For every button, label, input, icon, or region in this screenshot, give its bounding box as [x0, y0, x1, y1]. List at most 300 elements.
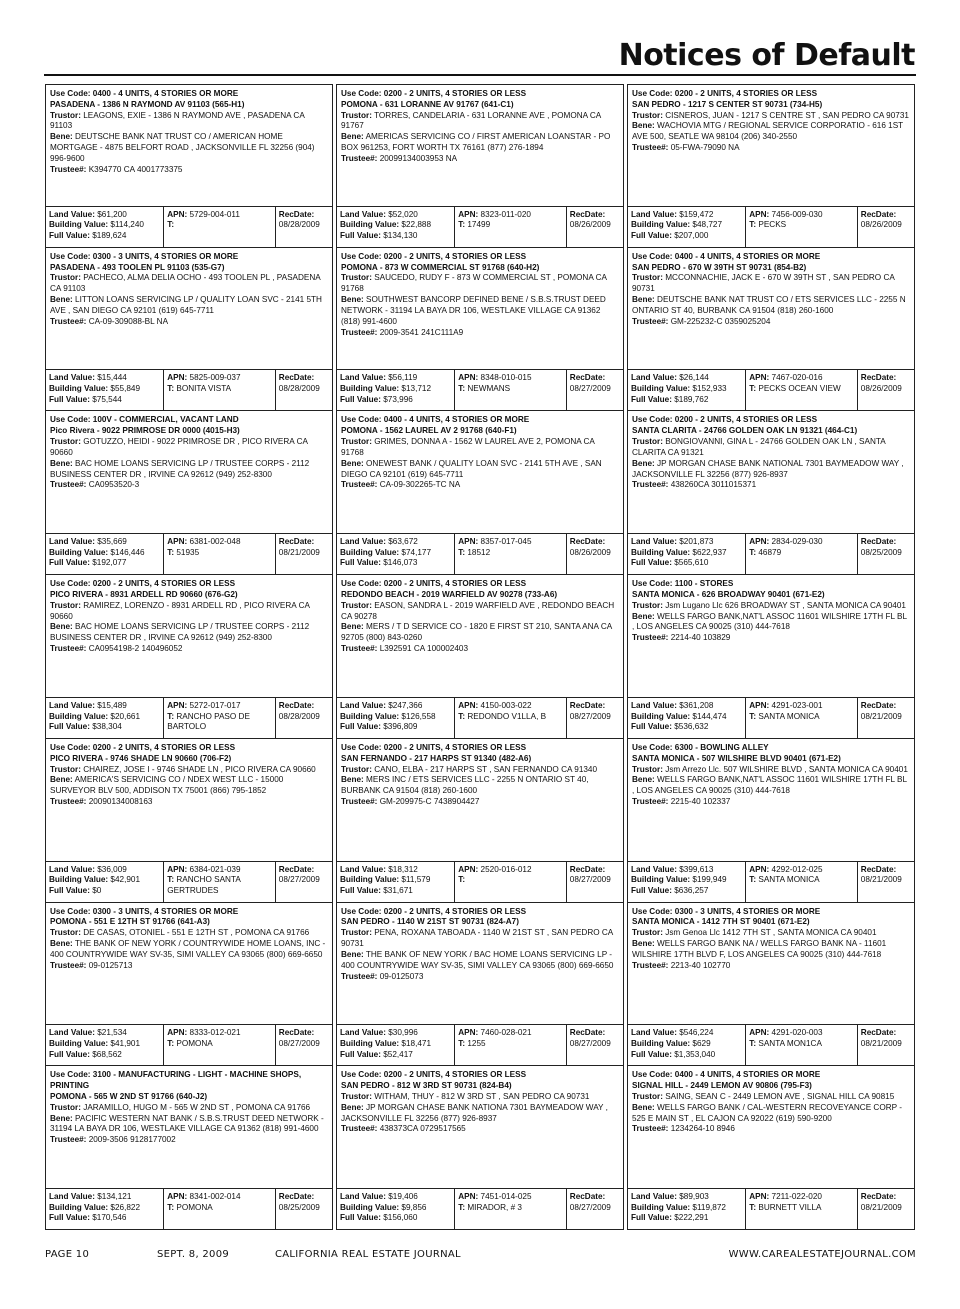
bene-value: ONEWEST BANK / QUALITY LOAN SVC - 2141 5TH AVE , SAN DIEGO CA 92101 (619) 645-7711 — [341, 458, 602, 479]
tract-label: T: — [458, 384, 466, 394]
notice-line — [341, 797, 619, 808]
notice-line — [632, 426, 910, 437]
notice-line — [50, 907, 328, 918]
trustee-value: GM-209975-C 7438904427 — [379, 796, 480, 806]
notice-line — [570, 210, 620, 221]
notice-line — [279, 1028, 329, 1039]
use-code: Use Code: 0400 - 4 UNITS, 4 STORIES OR MORE — [341, 415, 530, 425]
bene-label: Bene: — [632, 775, 655, 785]
building-value-label: Building Value: — [631, 1202, 691, 1212]
bene-value: JP MORGAN CHASE BANK NATIONAL 7301 BAYMEADOW WAY , JACKSONVILLE FL 32256 (877) 926-8937 — [632, 458, 904, 479]
notice-line — [570, 548, 620, 559]
notice-line — [749, 712, 854, 723]
notice-line — [340, 220, 451, 231]
tract-label: T: — [749, 875, 757, 885]
notice-line — [631, 384, 742, 395]
trustor-label: Trustor: — [632, 110, 663, 120]
notice-line — [631, 886, 742, 897]
trustee-value: 2215-40 102337 — [670, 796, 731, 806]
apn-label: APN: — [458, 373, 479, 383]
apn-block — [745, 862, 857, 902]
values-row — [46, 861, 332, 902]
use-code: Use Code: 0200 - 2 UNITS, 4 STORIES OR LESS — [341, 742, 527, 752]
trustee-value: 1234264-10 8946 — [670, 1124, 735, 1134]
tract-label: T: — [167, 220, 175, 230]
notice-line — [632, 111, 910, 122]
trustor-value: MCCONNACHIE, JACK E - 670 W 39TH ST , SAN PEDRO CA 90731 — [632, 273, 895, 294]
footer-date: SEPT. 8, 2009 — [157, 1249, 230, 1260]
tract-value: MIRADOR, # 3 — [467, 1202, 522, 1212]
notice-line — [861, 701, 911, 712]
building-value: $48,727 — [692, 220, 723, 230]
apn-value: 2520-016-012 — [480, 864, 532, 874]
notice-body — [337, 411, 623, 533]
tract-label: T: — [458, 1202, 466, 1212]
bene-value: SOUTHWEST BANCORP DEFINED BENE / S.B.S.TRUST DEED NETWORK - 31194 LA BAYA DR 106, WESTLAKE VILLAGE CA 91362 (818) 991-4600 — [341, 295, 606, 326]
notice-line — [632, 121, 910, 143]
bene-value: BAC HOME LOANS SERVICING LP / TRUSTEE CORPS - 2112 BUSINESS CENTER DR , IRVINE CA 92612 (949) 252-8300 — [50, 458, 310, 479]
notice-line — [341, 1092, 619, 1103]
notice-line — [279, 537, 329, 548]
notice-line — [50, 590, 328, 601]
notice-line — [749, 701, 854, 712]
building-value-label: Building Value: — [340, 220, 400, 230]
land-value: $52,020 — [388, 209, 418, 219]
notice-line — [279, 1039, 329, 1050]
building-value: $114,240 — [110, 220, 144, 230]
apn-block — [163, 534, 275, 574]
apn-label: APN: — [167, 864, 188, 874]
apn-block — [163, 698, 275, 738]
building-value-label: Building Value: — [49, 547, 109, 557]
trustor-label: Trustor: — [632, 273, 663, 283]
notice-line — [279, 1192, 329, 1203]
notice-card — [627, 903, 915, 1067]
trustee-value: 2009-3506 9128177002 — [88, 1135, 176, 1145]
property-address: PASADENA - 493 TOOLEN PL 91103 (535-G7) — [50, 262, 225, 272]
apn-label: APN: — [749, 700, 770, 710]
bene-value: THE BANK OF NEW YORK / COUNTRYWIDE HOME LOANS, INC - 400 COUNTRYWIDE WAY SV-35, SIMI VALLEY CA 93065 (800) 669-6650 — [50, 939, 326, 959]
building-value: $629 — [692, 1038, 711, 1048]
notice-line — [570, 537, 620, 548]
notice-line — [631, 712, 742, 723]
tract-value: POMONA — [176, 1038, 213, 1048]
values-row — [628, 861, 914, 902]
notice-line — [749, 548, 854, 559]
land-value-label: Land Value: — [340, 209, 386, 219]
notice-line — [631, 231, 742, 242]
notice-line — [340, 1203, 451, 1214]
land-value: $30,996 — [388, 1028, 418, 1038]
notice-line — [632, 601, 910, 612]
notice-line — [341, 579, 619, 590]
notice-line — [49, 1203, 160, 1214]
notice-card — [336, 84, 624, 248]
notice-line — [50, 252, 328, 263]
tract-value: 46879 — [758, 547, 782, 557]
land-value: $63,672 — [388, 537, 418, 547]
notice-card — [45, 575, 333, 739]
tract-value: REDONDO V1LLA, B — [467, 711, 547, 721]
notice-line — [632, 1124, 910, 1135]
land-value-label: Land Value: — [631, 1191, 677, 1201]
bene-label: Bene: — [632, 295, 655, 305]
full-value-label: Full Value: — [340, 1213, 381, 1223]
trustee-label: Trustee#: — [341, 480, 378, 490]
trustor-value: Jsm Genoa Llc 1412 7TH ST , SANTA MONICA CA 90401 — [665, 928, 877, 938]
notice-line — [631, 537, 742, 548]
apn-value: 8333-012-021 — [189, 1028, 241, 1038]
notice-line — [458, 210, 563, 221]
apn-label: APN: — [167, 700, 188, 710]
values-block — [337, 862, 454, 902]
notice-body — [628, 85, 914, 206]
property-address: SANTA MONICA - 626 BROADWAY 90401 (671-E2) — [632, 589, 825, 599]
notice-line — [632, 295, 910, 317]
trustee-label: Trustee#: — [50, 316, 87, 326]
notice-line — [570, 1028, 620, 1039]
property-address: SIGNAL HILL - 2449 LEMON AV 90806 (795-F3) — [632, 1081, 812, 1091]
values-block — [628, 207, 745, 247]
notice-line — [279, 875, 329, 886]
trustee-value: L392591 CA 100002403 — [379, 644, 469, 654]
apn-block — [454, 207, 566, 247]
trustor-label: Trustor: — [632, 928, 663, 938]
notice-line — [341, 950, 619, 972]
property-address: PASADENA - 1386 N RAYMOND AV 91103 (565-H1) — [50, 99, 245, 109]
full-value-label: Full Value: — [631, 558, 672, 568]
trustee-value: 09-0125713 — [88, 960, 133, 970]
notice-line — [341, 775, 619, 797]
recdate-value: 08/27/2009 — [569, 384, 611, 394]
tract-label: T: — [167, 1202, 175, 1212]
full-value: $38,304 — [92, 722, 122, 732]
trustee-label: Trustee#: — [341, 644, 378, 654]
values-row — [46, 697, 332, 738]
trustor-label: Trustor: — [50, 600, 81, 610]
notice-line — [570, 384, 620, 395]
trustor-value: Jsm Arrezo Llc. 507 WILSHIRE BLVD , SANTA MONICA CA 90401 — [665, 764, 908, 774]
trustor-value: Jsm Lugano Llc 626 BROADWAY ST , SANTA MONICA CA 90401 — [665, 600, 906, 610]
notice-line — [167, 384, 272, 395]
notice-line — [458, 384, 563, 395]
notice-line — [49, 865, 160, 876]
apn-label: APN: — [167, 1191, 188, 1201]
notice-line — [167, 712, 272, 733]
recdate-block — [566, 862, 623, 902]
land-value: $159,472 — [679, 209, 714, 219]
recdate-value: 08/26/2009 — [860, 384, 902, 394]
notice-line — [632, 1070, 910, 1081]
trustee-value: 438373CA 0729517565 — [379, 1124, 466, 1134]
bene-value: WELLS FARGO BANK / CAL-WESTERN RECOVEYANCE CORP - 525 E MAIN ST , EL CAJON CA 92022 (619) 590-9200 — [632, 1102, 902, 1123]
recdate-block — [275, 207, 332, 247]
notice-line — [50, 415, 328, 426]
land-value: $26,144 — [679, 373, 709, 383]
trustor-label: Trustor: — [341, 1091, 372, 1101]
recdate-block — [275, 370, 332, 410]
property-address: SAN PEDRO - 1217 S CENTER ST 90731 (734-H5) — [632, 99, 823, 109]
trustee-label: Trustee#: — [50, 164, 87, 174]
trustor-value: CANO, ELBA - 217 HARPS ST , SAN FERNANDO CA 91340 — [374, 764, 598, 774]
full-value: $0 — [92, 885, 102, 895]
notice-line — [279, 1203, 329, 1214]
trustor-value: CHAIREZ, JOSE I - 9746 SHADE LN , PICO RIVERA CA 90660 — [83, 764, 316, 774]
notice-line — [749, 210, 854, 221]
land-value: $56,119 — [388, 373, 418, 383]
notice-line — [340, 875, 451, 886]
building-value-label: Building Value: — [631, 1038, 691, 1048]
property-address: PICO RIVERA - 9746 SHADE LN 90660 (706-F2) — [50, 753, 232, 763]
notice-line — [861, 1192, 911, 1203]
notice-body — [628, 248, 914, 370]
use-code: Use Code: 0300 - 3 UNITS, 4 STORIES OR MORE — [632, 906, 821, 916]
notice-line — [341, 437, 619, 459]
tract-label: T: — [749, 547, 757, 557]
notice-line — [340, 865, 451, 876]
notice-line — [632, 1103, 910, 1125]
notice-line — [340, 1213, 451, 1224]
land-value: $35,669 — [97, 537, 127, 547]
apn-block — [454, 370, 566, 410]
notice-line — [632, 743, 910, 754]
trustee-value: 2009-3541 241C111A9 — [379, 327, 464, 337]
land-value-label: Land Value: — [340, 373, 386, 383]
notice-line — [861, 537, 911, 548]
notice-line — [50, 775, 328, 797]
notice-line — [50, 928, 328, 939]
apn-label: APN: — [749, 1028, 770, 1038]
notice-card — [45, 411, 333, 575]
trustee-label: Trustee#: — [341, 327, 378, 337]
bene-value: WELLS FARGO BANK,NAT'L ASSOC 11601 WILSHIRE 17TH FL BL , LOS ANGELES CA 90025 (310) 444-7618 — [632, 775, 907, 796]
building-value: $18,471 — [401, 1038, 432, 1048]
bene-label: Bene: — [632, 1102, 655, 1112]
trustee-label: Trustee#: — [50, 480, 87, 490]
property-address: SAN PEDRO - 1140 W 21ST ST 90731 (824-A7) — [341, 917, 519, 927]
full-value: $565,610 — [674, 558, 709, 568]
apn-block — [454, 862, 566, 902]
trustor-value: CISNEROS, JUAN - 1217 S CENTRE ST , SAN PEDRO CA 90731 — [665, 110, 909, 120]
recdate-block — [275, 862, 332, 902]
footer-website-link[interactable]: WWW.CAREALESTATEJOURNAL.COM — [728, 1249, 916, 1260]
notice-line — [341, 1124, 619, 1135]
full-value-label: Full Value: — [631, 1049, 672, 1059]
apn-value: 4292-012-025 — [771, 864, 823, 874]
full-value: $73,996 — [383, 394, 413, 404]
notice-line — [340, 537, 451, 548]
values-block — [46, 534, 163, 574]
use-code: Use Code: 0200 - 2 UNITS, 4 STORIES OR LESS — [632, 415, 818, 425]
notice-line — [49, 231, 160, 242]
notice-line — [631, 875, 742, 886]
notice-line — [50, 765, 328, 776]
values-row — [628, 206, 914, 247]
trustee-label: Trustee#: — [50, 796, 87, 806]
use-code: Use Code: 0300 - 3 UNITS, 4 STORIES OR MORE — [50, 251, 239, 261]
trustee-value: CA-09-309088-BL NA — [88, 316, 169, 326]
notice-line — [341, 295, 619, 327]
property-address: SAN PEDRO - 812 W 3RD ST 90731 (824-B4) — [341, 1081, 512, 1091]
use-code: Use Code: 0200 - 2 UNITS, 4 STORIES OR LESS — [341, 1070, 527, 1080]
bene-value: THE BANK OF NEW YORK / BAC HOME LOANS SERVICING LP - 400 COUNTRYWIDE WAY SV-35, SIMI VALLEY CA 93065 (800) 669-6650 — [341, 949, 614, 970]
notice-line — [279, 384, 329, 395]
recdate-label: RecDate: — [569, 373, 606, 383]
land-value: $19,406 — [388, 1191, 418, 1201]
notice-line — [861, 1203, 911, 1214]
notice-line — [632, 252, 910, 263]
notice-line — [749, 537, 854, 548]
trustee-value: GM-225232-C 0359025204 — [670, 316, 771, 326]
footer-publication: CALIFORNIA REAL ESTATE JOURNAL — [275, 1249, 461, 1260]
building-value-label: Building Value: — [631, 220, 691, 230]
bene-value: BAC HOME LOANS SERVICING LP / TRUSTEE CORPS - 2112 BUSINESS CENTER DR , IRVINE CA 92612 (949) 252-8300 — [50, 622, 310, 643]
bene-label: Bene: — [341, 295, 364, 305]
notice-line — [279, 548, 329, 559]
notice-body — [46, 85, 332, 206]
notice-line — [749, 373, 854, 384]
notice-body — [46, 248, 332, 370]
values-row — [337, 1188, 623, 1229]
building-value: $119,872 — [692, 1202, 726, 1212]
full-value-label: Full Value: — [340, 1049, 381, 1059]
notice-line — [631, 548, 742, 559]
trustee-label: Trustee#: — [341, 971, 378, 981]
notice-line — [458, 1028, 563, 1039]
tract-value: RANCHO PASO DE BARTOLO — [167, 711, 250, 732]
recdate-block — [857, 698, 914, 738]
trustee-label: Trustee#: — [341, 796, 378, 806]
notice-line — [861, 220, 911, 231]
recdate-block — [566, 534, 623, 574]
trustor-value: GRIMES, DONNA A - 1562 W LAUREL AVE 2, POMONA CA 91768 — [341, 437, 595, 457]
values-row — [337, 533, 623, 574]
building-value-label: Building Value: — [340, 384, 400, 394]
notice-line — [458, 373, 563, 384]
notice-body — [628, 739, 914, 861]
land-value-label: Land Value: — [49, 209, 95, 219]
recdate-block — [857, 207, 914, 247]
apn-label: APN: — [749, 537, 770, 547]
tract-label: T: — [458, 1038, 466, 1048]
values-block — [46, 370, 163, 410]
notice-line — [341, 480, 619, 491]
trustor-label: Trustor: — [632, 437, 663, 447]
notice-line — [49, 1213, 160, 1224]
notice-line — [632, 579, 910, 590]
notice-line — [49, 373, 160, 384]
recdate-value: 08/26/2009 — [569, 220, 611, 230]
notice-line — [50, 601, 328, 623]
recdate-value: 08/21/2009 — [860, 711, 902, 721]
land-value-label: Land Value: — [631, 209, 677, 219]
notice-line — [749, 1203, 854, 1214]
land-value: $546,224 — [679, 1028, 714, 1038]
building-value-label: Building Value: — [340, 1202, 400, 1212]
notice-line — [167, 1028, 272, 1039]
tract-label: T: — [167, 547, 175, 557]
notice-line — [570, 1203, 620, 1214]
trustee-value: 09-0125073 — [379, 971, 424, 981]
trustee-label: Trustee#: — [632, 480, 669, 490]
full-value: $222,291 — [674, 1213, 709, 1223]
trustor-label: Trustor: — [341, 600, 372, 610]
trustor-label: Trustor: — [50, 273, 81, 283]
bene-value: WELLS FARGO BANK,NAT'L ASSOC 11601 WILSHIRE 17TH FL BL , LOS ANGELES CA 90025 (310) 444-7618 — [632, 611, 907, 632]
trustor-label: Trustor: — [341, 110, 372, 120]
values-block — [337, 698, 454, 738]
values-row — [337, 1024, 623, 1065]
recdate-label: RecDate: — [860, 537, 897, 547]
use-code: Use Code: 0400 - 4 UNITS, 4 STORIES OR MORE — [632, 251, 821, 261]
notice-line — [279, 701, 329, 712]
land-value: $15,444 — [97, 373, 127, 383]
tract-label: T: — [458, 711, 466, 721]
notice-card — [336, 411, 624, 575]
notice-line — [167, 537, 272, 548]
recdate-block — [566, 698, 623, 738]
full-value-label: Full Value: — [631, 394, 672, 404]
notice-line — [632, 797, 910, 808]
notice-line — [632, 775, 910, 797]
notice-line — [50, 459, 328, 481]
building-value: $126,558 — [401, 711, 436, 721]
notice-line — [341, 154, 619, 165]
recdate-block — [275, 534, 332, 574]
full-value: $192,077 — [92, 558, 127, 568]
values-block — [337, 370, 454, 410]
notice-line — [341, 415, 619, 426]
trustee-label: Trustee#: — [632, 796, 669, 806]
recdate-value: 08/21/2009 — [860, 875, 902, 885]
notice-line — [458, 1192, 563, 1203]
building-value: $41,901 — [110, 1038, 141, 1048]
notice-line — [458, 865, 563, 876]
notice-body — [337, 85, 623, 206]
recdate-value: 08/28/2009 — [278, 220, 320, 230]
land-value: $399,613 — [679, 864, 714, 874]
building-value-label: Building Value: — [631, 547, 691, 557]
title-rule — [44, 74, 916, 76]
apn-block — [454, 1189, 566, 1229]
notice-line — [341, 263, 619, 274]
notice-line — [279, 210, 329, 221]
tract-value: SANTA MON1CA — [758, 1038, 822, 1048]
notice-line — [50, 295, 328, 317]
notice-line — [49, 701, 160, 712]
notice-body — [628, 575, 914, 697]
apn-value: 6384-021-039 — [189, 864, 241, 874]
trustor-label: Trustor: — [50, 110, 81, 120]
recdate-value: 08/27/2009 — [569, 1202, 611, 1212]
building-value: $622,937 — [692, 547, 727, 557]
tract-value: BURNETT VILLA — [758, 1202, 822, 1212]
notice-line — [861, 210, 911, 221]
notice-line — [341, 917, 619, 928]
trustee-label: Trustee#: — [50, 960, 87, 970]
values-block — [628, 1189, 745, 1229]
page-footer — [45, 1249, 916, 1260]
values-row — [46, 206, 332, 247]
building-value: $42,901 — [110, 875, 141, 885]
recdate-label: RecDate: — [860, 209, 897, 219]
land-value-label: Land Value: — [49, 700, 95, 710]
notice-line — [167, 701, 272, 712]
use-code: Use Code: 0400 - 4 UNITS, 4 STORIES OR MORE — [632, 1070, 821, 1080]
notice-line — [340, 558, 451, 569]
tract-value: POMONA — [176, 1202, 213, 1212]
full-value: $170,546 — [92, 1213, 127, 1223]
